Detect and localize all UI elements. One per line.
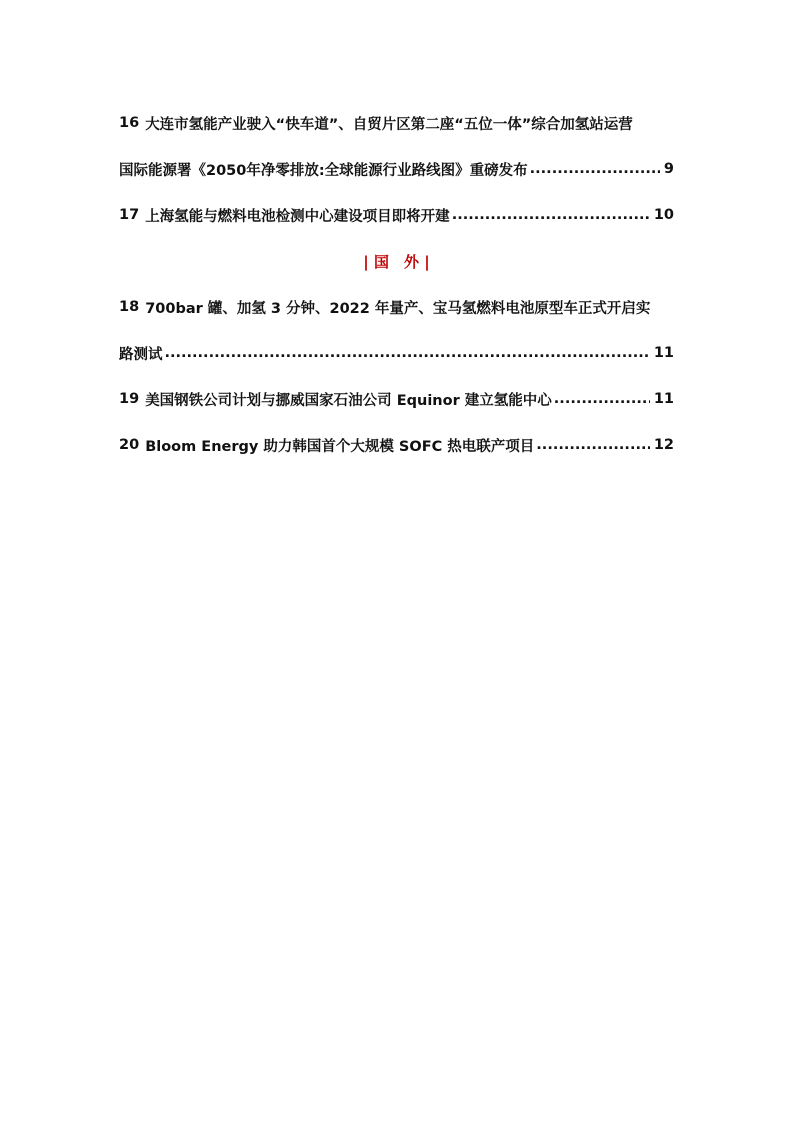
toc-entry-16-line2[interactable]: [119, 146, 674, 192]
toc-entry-title-part1: 大连市氢能产业驶入“快车道”、自贸片区第二座“五位一体”综合加氢站运营: [145, 116, 633, 133]
toc-entry-19[interactable]: [119, 376, 674, 422]
toc-entry-16-line1[interactable]: [119, 100, 674, 146]
table-of-contents: [119, 100, 674, 468]
toc-entry-title: Bloom Energy 助力韩国首个大规模 SOFC 热电联产项目: [145, 438, 535, 455]
toc-entry-number: 20: [119, 437, 140, 453]
toc-entry-20[interactable]: [119, 422, 674, 468]
toc-entry-title: 上海氢能与燃料电池检测中心建设项目即将开建: [145, 208, 450, 225]
toc-entry-number: 17: [119, 207, 140, 223]
section-heading-foreign: | 国 外 |: [363, 252, 430, 271]
toc-entry-title: 美国钢铁公司计划与挪威国家石油公司 Equinor 建立氢能中心: [145, 392, 552, 409]
toc-entry-page: 12: [653, 437, 674, 453]
dot-leader: [530, 161, 660, 177]
toc-entry-18-line1[interactable]: [119, 284, 674, 330]
dot-leader: [536, 437, 650, 453]
toc-entry-17[interactable]: [119, 192, 674, 238]
toc-entry-number: 19: [119, 391, 140, 407]
toc-entry-title-part1: 700bar 罐、加氢 3 分钟、2022 年量产、宝马氢燃料电池原型车正式开启实: [145, 300, 651, 317]
toc-entry-page: 9: [663, 161, 674, 177]
dot-leader: [554, 391, 650, 407]
toc-entry-title-part2: 路测试: [119, 346, 163, 363]
toc-entry-page: 10: [653, 207, 674, 223]
toc-entry-page: 11: [653, 391, 674, 407]
dot-leader: [452, 207, 650, 223]
toc-entry-number: 18: [119, 299, 140, 315]
toc-entry-page: 11: [653, 345, 674, 361]
toc-entry-number: 16: [119, 115, 140, 131]
toc-entry-title-part2: 国际能源署《2050年净零排放:全球能源行业路线图》重磅发布: [119, 162, 528, 179]
toc-entry-18-line2[interactable]: [119, 330, 674, 376]
dot-leader: [165, 345, 650, 361]
